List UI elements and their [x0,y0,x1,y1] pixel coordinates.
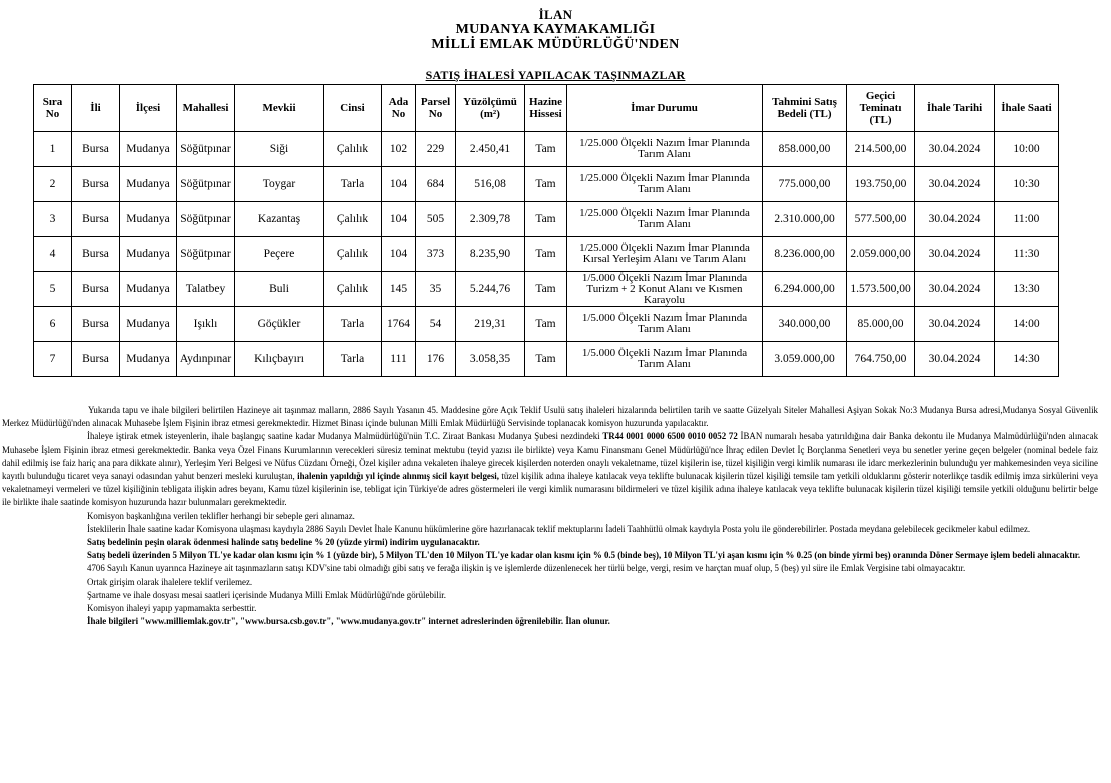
notice-paragraph: Şartname ve ihale dosyası mesai saatleri içerisinde Mudanya Milli Emlak Müdürlüğü'nde görülebilir. [87,589,446,600]
locality-cell: Kılıçbayırı [235,342,324,377]
treasury-share-cell: Tam [525,342,567,377]
treasury-share-cell: Tam [525,132,567,167]
neighborhood-cell: Söğütpınar [177,202,235,237]
treasury-share-cell: Tam [525,237,567,272]
area-cell: 219,31 [456,307,525,342]
column-header: Ada No [382,85,416,132]
guarantee-amount-cell: 193.750,00 [847,167,915,202]
neighborhood-cell: Söğütpınar [177,237,235,272]
neighborhood-cell: Söğütpınar [177,167,235,202]
notice-paragraph: Komisyon ihaleyi yapıp yapmamakta serbesttir. [87,603,257,614]
row-number-cell: 2 [34,167,72,202]
treasury-share-cell: Tam [525,202,567,237]
estimated-price-cell: 2.310.000,00 [763,202,847,237]
table-header-row [34,85,1059,132]
auction-time-cell: 11:30 [995,237,1059,272]
column-header: Parsel No [416,85,456,132]
auction-date-cell: 30.04.2024 [915,202,995,237]
neighborhood-cell: Işıklı [177,307,235,342]
column-header: Geçici Teminatı (TL) [847,85,915,132]
notice-paragraph: Satış bedeli üzerinden 5 Milyon TL'ye kadar olan kısmı için % 1 (yüzde bir), 5 Milyon TL'den 10 Milyon TL'ye kadar olan kısmı için % 0.5 (binde beş), 10 Milyon TL'yi aşan kısmı için % 0.25 (on binde yirmi beş) oranında Döner Sermaye işlem bedeli alınacaktır. [87,550,1081,561]
land-type-cell: Çalılık [324,237,382,272]
locality-cell: Göçükler [235,307,324,342]
column-header: Tahmini Satış Bedeli (TL) [763,85,847,132]
auction-date-cell: 30.04.2024 [915,342,995,377]
area-cell: 2.309,78 [456,202,525,237]
locality-cell: Siği [235,132,324,167]
zoning-status-cell: 1/5.000 Ölçekli Nazım İmar Planında Tarım Alanı [567,342,763,377]
area-cell: 8.235,90 [456,237,525,272]
table-row [34,342,1059,377]
auction-date-cell: 30.04.2024 [915,272,995,307]
table-row [34,307,1059,342]
block-number-cell: 1764 [382,307,416,342]
auction-date-cell: 30.04.2024 [915,167,995,202]
notice-title: İLAN [538,7,573,22]
notice-paragraph: Komisyon başkanlığına verilen teklifler herhangi bir sebeple geri alınamaz. [87,510,355,521]
treasury-share-cell: Tam [525,167,567,202]
block-number-cell: 102 [382,132,416,167]
auction-time-cell: 10:30 [995,167,1059,202]
parcel-number-cell: 176 [416,342,456,377]
parcel-number-cell: 229 [416,132,456,167]
block-number-cell: 111 [382,342,416,377]
column-header: Hazine Hissesi [525,85,567,132]
auction-time-cell: 11:00 [995,202,1059,237]
province-cell: Bursa [72,272,120,307]
province-cell: Bursa [72,342,120,377]
province-cell: Bursa [72,167,120,202]
notice-paragraph: Ortak girişim olarak ihalelere teklif verilemez. [87,576,253,587]
row-number-cell: 4 [34,237,72,272]
land-type-cell: Tarla [324,307,382,342]
parcel-number-cell: 54 [416,307,456,342]
block-number-cell: 145 [382,272,416,307]
parcel-number-cell: 35 [416,272,456,307]
column-header: İhale Tarihi [915,85,995,132]
auction-date-cell: 30.04.2024 [915,307,995,342]
area-cell: 5.244,76 [456,272,525,307]
row-number-cell: 5 [34,272,72,307]
zoning-status-cell: 1/25.000 Ölçekli Nazım İmar Planında Tarım Alanı [567,167,763,202]
guarantee-amount-cell: 85.000,00 [847,307,915,342]
district-cell: Mudanya [120,202,177,237]
block-number-cell: 104 [382,167,416,202]
table-row [34,167,1059,202]
parcel-number-cell: 684 [416,167,456,202]
treasury-share-cell: Tam [525,307,567,342]
treasury-share-cell: Tam [525,272,567,307]
land-type-cell: Tarla [324,342,382,377]
province-cell: Bursa [72,202,120,237]
column-header: İmar Durumu [567,85,763,132]
land-type-cell: Tarla [324,167,382,202]
column-header: Mevkii [235,85,324,132]
notice-paragraph: 4706 Sayılı Kanun uyarınca Hazineye ait taşınmazların satışı KDV'sine tabi olmadığı gibi satış ve ferağa ilişkin iş ve işlemlerde düzenlenecek her türlü belge, vergi, resim ve harçtan muaf olup, 5 (beş) yıl süre ile Emlak Vergisine tabi olmayacaktır. [87,563,966,574]
notice-paragraph: Satış bedelinin peşin olarak ödenmesi halinde satış bedeline % 20 (yüzde yirmi) indirim uygulanacaktır. [87,537,480,548]
land-type-cell: Çalılık [324,272,382,307]
table-row [34,272,1059,307]
auction-date-cell: 30.04.2024 [915,237,995,272]
zoning-status-cell: 1/25.000 Ölçekli Nazım İmar Planında Tarım Alanı [567,132,763,167]
district-cell: Mudanya [120,167,177,202]
guarantee-amount-cell: 1.573.500,00 [847,272,915,307]
estimated-price-cell: 3.059.000,00 [763,342,847,377]
property-table [33,84,1059,377]
zoning-status-cell: 1/5.000 Ölçekli Nazım İmar Planında Tarım Alanı [567,307,763,342]
estimated-price-cell: 6.294.000,00 [763,272,847,307]
province-cell: Bursa [72,307,120,342]
auction-time-cell: 13:30 [995,272,1059,307]
auction-time-cell: 10:00 [995,132,1059,167]
parcel-number-cell: 505 [416,202,456,237]
notice-body [2,404,1098,628]
row-number-cell: 3 [34,202,72,237]
district-cell: Mudanya [120,342,177,377]
district-cell: Mudanya [120,307,177,342]
district-cell: Mudanya [120,237,177,272]
locality-cell: Toygar [235,167,324,202]
row-number-cell: 7 [34,342,72,377]
block-number-cell: 104 [382,237,416,272]
locality-cell: Peçere [235,237,324,272]
guarantee-amount-cell: 2.059.000,00 [847,237,915,272]
land-type-cell: Çalılık [324,202,382,237]
estimated-price-cell: 858.000,00 [763,132,847,167]
neighborhood-cell: Talatbey [177,272,235,307]
notice-paragraph: Yukarıda tapu ve ihale bilgileri belirtilen Hazineye ait taşınmaz malların, 2886 Sayılı Yasanın 45. Maddesine göre Açık Teklif Usulü satış ihaleleri hizalarında belirtilen tarih ve saatte Güzelyalı Siteler Mahallesi Aşiyan Sokak No:3 Mudanya Bursa adresi,Mudanya Sosyal Güvenlik Merkez Müdürlüğü'nden alınacak Muhasebe İşlem Fişinin ibraz etmesi gerekmektedir. Hizmet Binası içinde bulunan Milli Emlak Müdürlüğü Servisinde toplanacak komisyon huzurunda yapılacaktır. [2,405,1098,429]
province-cell: Bursa [72,132,120,167]
neighborhood-cell: Aydınpınar [177,342,235,377]
zoning-status-cell: 1/25.000 Ölçekli Nazım İmar Planında Kırsal Yerleşim Alanı ve Tarım Alanı [567,237,763,272]
guarantee-amount-cell: 214.500,00 [847,132,915,167]
province-cell: Bursa [72,237,120,272]
table-row [34,132,1059,167]
locality-cell: Kazantaş [235,202,324,237]
auction-time-cell: 14:00 [995,307,1059,342]
directorate-name: MİLLİ EMLAK MÜDÜRLÜĞÜ'NDEN [431,37,680,52]
column-header: İli [72,85,120,132]
block-number-cell: 104 [382,202,416,237]
area-cell: 2.450,41 [456,132,525,167]
zoning-status-cell: 1/25.000 Ölçekli Nazım İmar Planında Tarım Alanı [567,202,763,237]
table-row [34,237,1059,272]
iban-number: TR44 0001 0000 6500 0010 0052 72 [602,431,738,442]
office-name: MUDANYA KAYMAKAMLIĞI [455,22,656,37]
column-header: Mahallesi [177,85,235,132]
table-subtitle: SATIŞ İHALESİ YAPILACAK TAŞINMAZLAR [425,68,686,82]
district-cell: Mudanya [120,272,177,307]
notice-paragraph: İsteklilerin İhale saatine kadar Komisyona ulaşması kaydıyla 2886 Sayılı Devlet İhale Kanunu hükümlerine göre hazırlanacak teklif mektuplarını İadeli Taahhütlü olmak kaydıyla Posta yolu ile gönderebilirler. Postada meydana gelebilecek gecikmeler kabul edilmez. [87,523,1031,534]
neighborhood-cell: Söğütpınar [177,132,235,167]
estimated-price-cell: 8.236.000,00 [763,237,847,272]
notice-paragraph: İhaleye iştirak etmek isteyenlerin, ihale başlangıç saatine kadar Mudanya Malmüdürlüğü'nün T.C. Ziraat Bankası Mudanya Şubesi nezdindeki TR44 0001 0000 6500 0010 0052 72 İBAN numaralı hesaba yatırıldığına dair Banka dekontu ile Mudanya Malmüdürlüğü'nden alınacak Muhasebe İşlem Fişinin ibraz etmesi gerekmektedir. Banka veya Özel Finans Kurumlarının verecekleri süresiz teminat mektubu (teyid yazısı ile birlikte) veya Kamu Finansmanı Genel Müdürlüğü'nce İhraç edilen Devlet İç Borçlanma Senetleri veya bu senetler yerine geçen belgeler (nominal bedele faiz dahil edilmiş ise faiz hariç ana para dikkate alınır), Yerleşim Yeri Belgesi ve Nüfus Cüzdanı Örneği, Özel kişiler adına vekaleten ihaleye girecek kişilerden noterden onaylı vekaletname, tüzel kişilerin ise, tüzel kişiliğin vergi kimlik numarası ile idarc merkezlerinin bulunduğu yer mahkemesinden veya siciline kayıtlı bulunduğu ticaret veya sanayi odasından yahut benzeri mesleki kuruluştan, ihalenin yapıldığı yıl içinde alınmış sicil kayıt belgesi, tüzel kişilik adına ihaleye katılacak veya teklifte bulunacak kişilerin tüzel kişiliği temsile tam yetkili olduklarını gösterir noterlikçe tasdik edilmiş imza sirkülerini veya vekaletnameyi vermeleri ve tüzel kişiliğinin tebligata ilişkin adres beyanı, Kamu tüzel kişilerinin ise, tebligat için Türkiye'de adres göstermeleri ile vergi kimlik numarasını bildirmeleri ve tüzel kişilik adına ihaleye katılacak veya teklifte bulunacak kişilerin tüzel kişiliği temsile yetkili olduğunu belirtir belge ile birlikte ihale saatinde komisyon huzurunda hazır bulunmaları gerekmektedir. [2,431,1099,508]
zoning-status-cell: 1/5.000 Ölçekli Nazım İmar Planında Turizm + 2 Konut Alanı ve Kısmen Karayolu [567,272,763,307]
row-number-cell: 6 [34,307,72,342]
estimated-price-cell: 340.000,00 [763,307,847,342]
land-type-cell: Çalılık [324,132,382,167]
parcel-number-cell: 373 [416,237,456,272]
guarantee-amount-cell: 764.750,00 [847,342,915,377]
column-header: Cinsi [324,85,382,132]
column-header: İlçesi [120,85,177,132]
notice-paragraph: İhale bilgileri "www.milliemlak.gov.tr", "www.bursa.csb.gov.tr", "www.mudanya.gov.tr" internet adreslerinden öğrenilebilir. İlan olunur. [87,616,610,627]
locality-cell: Buli [235,272,324,307]
area-cell: 3.058,35 [456,342,525,377]
table-row [34,202,1059,237]
auction-date-cell: 30.04.2024 [915,132,995,167]
district-cell: Mudanya [120,132,177,167]
auction-time-cell: 14:30 [995,342,1059,377]
column-header: Sıra No [34,85,72,132]
column-header: İhale Saati [995,85,1059,132]
column-header: Yüzölçümü (m²) [456,85,525,132]
row-number-cell: 1 [34,132,72,167]
guarantee-amount-cell: 577.500,00 [847,202,915,237]
estimated-price-cell: 775.000,00 [763,167,847,202]
area-cell: 516,08 [456,167,525,202]
